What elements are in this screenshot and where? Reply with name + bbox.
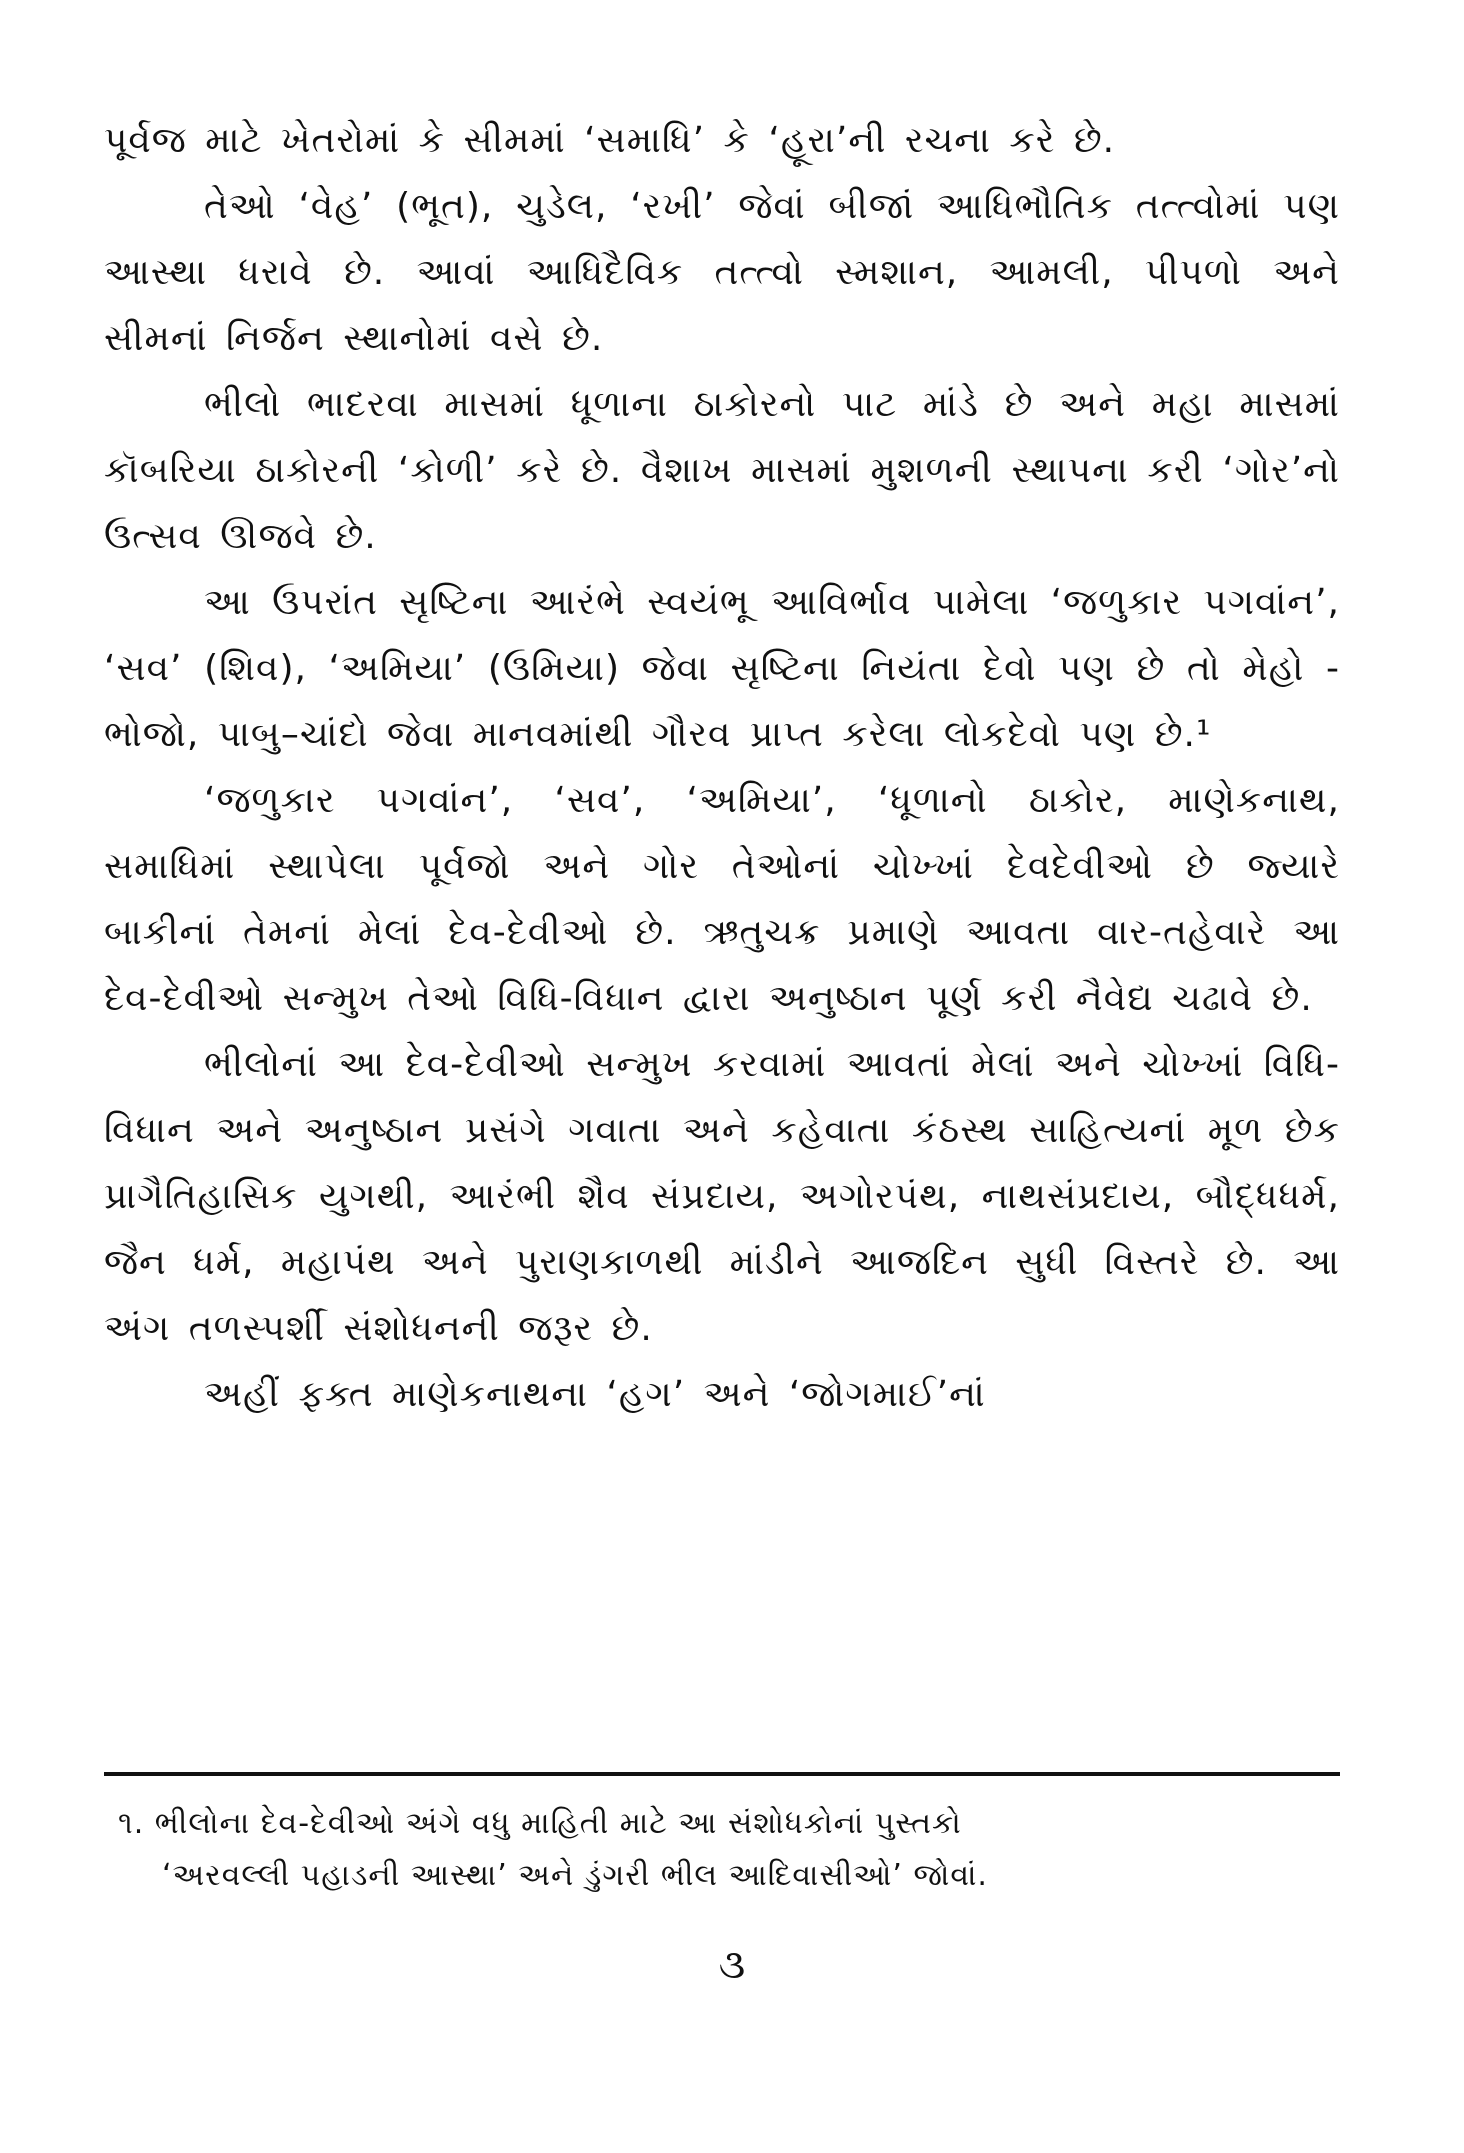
footnote-divider [104,1772,1340,1776]
paragraph-6: ભીલોનાં આ દેવ-દેવીઓ સન્મુખ કરવામાં આવતાં મેલાં અને ચોખ્ખાં વિધિ-વિધાન અને અનુષ્ઠાન પ્રસંગે ગવાતા અને કહેવાતા કંઠસ્થ સાહિત્યનાં મૂળ છેક પ્રાગૈતિહાસિક યુગથી, આરંભી શૈવ સંપ્રદાય, અગોરપંથ, નાથસંપ્રદાય, બૌદ્ધધર્મ, જૈન ધર્મ, મહાપંથ અને પુરાણકાળથી માંડીને આજદિન સુધી વિસ્તરે છે. આ અંગ તળસ્પર્શી સંશોધનની જરૂર છે. [104,1044,1340,1349]
paragraph-1: પૂર્વજ માટે ખેતરોમાં કે સીમમાં ‘સમાધિ’ કે ‘હૂરા’ની રચના કરે છે. [104,120,1116,161]
page-number: ૩ [718,1942,746,1988]
paragraph-7: અહીં ફક્ત માણેકનાથના ‘હગ’ અને ‘જોગમાઈ’નાં [204,1374,986,1415]
footnote [118,1798,1340,1902]
footnote-line-1: ૧. ભીલોના દેવ-દેવીઓ અંગે વધુ માહિતી માટે આ સંશોધકોનાં પુસ્તકો [118,1806,962,1841]
body-text [104,108,1340,1428]
paragraph-4: આ ઉપરાંત સૃષ્ટિના આરંભે સ્વયંભૂ આવિર્ભાવ પામેલા ‘જળુકાર પગવાંન’, ‘સવ’ (શિવ), ‘અમિયા’ (ઉમિયા) જેવા સૃષ્ટિના નિયંતા દેવો પણ છે તો મેહો - ભોજો, પાબુ–ચાંદો જેવા માનવમાંથી ગૌરવ પ્રાપ્ત કરેલા લોકદેવો પણ છે.¹ [104,582,1340,755]
paragraph-3: ભીલો ભાદરવા માસમાં ધૂળાના ઠાકોરનો પાટ માંડે છે અને મહા માસમાં કૉબરિયા ઠાકોરની ‘કોળી’ કરે છે. વૈશાખ માસમાં મુશળની સ્થાપના કરી ‘ગોર’નો ઉત્સવ ઊજવે છે. [104,384,1340,557]
footnote-line-2: ‘અરવલ્લી પહાડની આસ્થા’ અને ડુંગરી ભીલ આદિવાસીઓ’ જોવાં. [162,1858,988,1893]
paragraph-5: ‘જળુકાર પગવાંન’, ‘સવ’, ‘અમિયા’, ‘ધૂળાનો ઠાકોર, માણેકનાથ, સમાધિમાં સ્થાપેલા પૂર્વજો અને ગોર તેઓનાં ચોખ્ખાં દેવદેવીઓ છે જ્યારે બાકીનાં તેમનાં મેલાં દેવ-દેવીઓ છે. ઋતુચક્ર પ્રમાણે આવતા વાર-તહેવારે આ દેવ-દેવીઓ સન્મુખ તેઓ વિધિ-વિધાન દ્વારા અનુષ્ઠાન પૂર્ણ કરી નૈવેદ્ય ચઢાવે છે. [104,780,1340,1019]
paragraph-2: તેઓ ‘વેહ’ (ભૂત), ચુડેલ, ‘રખી’ જેવાં બીજાં આધિભૌતિક તત્ત્વોમાં પણ આસ્થા ધરાવે છે. આવાં આધિદૈવિક તત્ત્વો સ્મશાન, આમલી, પીપળો અને સીમનાં નિર્જન સ્થાનોમાં વસે છે. [104,186,1340,359]
